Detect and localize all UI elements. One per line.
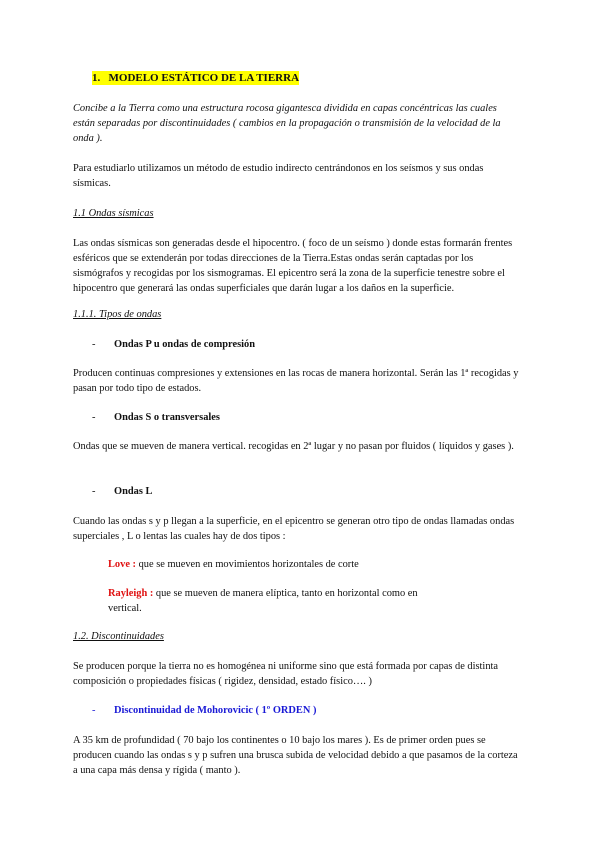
bullet-dash: - xyxy=(92,412,96,423)
p-waves-paragraph: Producen continuas compresiones y extensiones en las rocas de manera horizontal. Serán las 1ª recogidas y pasan por todo tipo de estados. xyxy=(73,368,519,394)
seismic-waves-paragraph: Las ondas sísmicas son generadas desde el hipocentro. ( foco de un seísmo ) donde estas formarán frentes esféricos que se extenderán por todas direcciones de la Tierra.Estas ondas serán captadas por los sismógrafos y recogidas por los sismogramas. El epicentro será la zona de la superficie tenestre sobre el hipocentro que generará las ondas superficiales que darán lugar a los daños en la superficie. xyxy=(73,238,513,294)
section-title xyxy=(92,71,299,86)
subheading-tipos-ondas: 1.1.1. Tipos de ondas xyxy=(73,309,162,320)
rayleigh-wave-item xyxy=(108,586,438,616)
title-number: 1. xyxy=(92,72,101,84)
bullet-ondas-l xyxy=(92,484,512,499)
bullet-ondas-p xyxy=(92,337,512,352)
subheading-ondas-sismicas: 1.1 Ondas sísmicas xyxy=(73,208,154,219)
bullet-ondas-p-label: Ondas P u ondas de compresión xyxy=(114,339,255,350)
s-waves-paragraph: Ondas que se mueven de manera vertical. recogidas en 2ª lugar y no pasan por fluidos ( líquidos y gases ). xyxy=(73,441,514,452)
bullet-dash: - xyxy=(92,486,96,497)
intro-paragraph: Concibe a la Tierra como una estructura rocosa gigantesca dividida en capas concéntricas las cuales están separadas por discontinuidades ( cambios en la propagación o transmisión de la velocidad de la onda ). xyxy=(73,103,501,144)
bullet-ondas-s-label: Ondas S o transversales xyxy=(114,412,220,423)
love-text: que se mueven en movimientos horizontales de corte xyxy=(136,559,359,570)
bullet-mohorovicic xyxy=(92,703,512,718)
title-highlight xyxy=(92,71,299,85)
bullet-mohorovicic-label: Discontinuidad de Mohorovicic ( 1º ORDEN ) xyxy=(114,705,317,716)
rayleigh-label: Rayleigh : xyxy=(108,588,154,599)
subheading-discontinuidades: 1.2. Discontinuidades xyxy=(73,631,164,642)
bullet-ondas-s xyxy=(92,410,512,425)
rayleigh-text: que se mueven de manera elíptica, tanto en horizontal como en vertical. xyxy=(108,588,418,614)
discontinuities-paragraph: Se producen porque la tierra no es homogénea ni uniforme sino que está formada por capas de distinta composición o propiedades físicas ( rigidez, densidad, estado físico…. ) xyxy=(73,661,499,687)
love-label: Love : xyxy=(108,559,136,570)
mohorovicic-paragraph: A 35 km de profundidad ( 70 bajo los continentes o 10 bajo los mares ). Es de primer orden pues se producen cuando las ondas s y p sufren una brusca subida de velocidad debido a que pasamos de la corteza a una capa más densa y rígida ( manto ). xyxy=(73,735,518,776)
study-paragraph: Para estudiarlo utilizamos un método de estudio indirecto centrándonos en los seísmos y sus ondas sísmicas. xyxy=(73,163,484,189)
bullet-dash: - xyxy=(92,705,96,716)
bullet-ondas-l-label: Ondas L xyxy=(114,486,153,497)
title-text: MODELO ESTÁTICO DE LA TIERRA xyxy=(108,72,300,84)
love-wave-item xyxy=(108,557,438,572)
bullet-dash: - xyxy=(92,339,96,350)
l-waves-paragraph: Cuando las ondas s y p llegan a la superficie, en el epicentro se generan otro tipo de ondas llamadas ondas superciales , L o lentas las cuales hay de dos tipos : xyxy=(73,516,515,542)
